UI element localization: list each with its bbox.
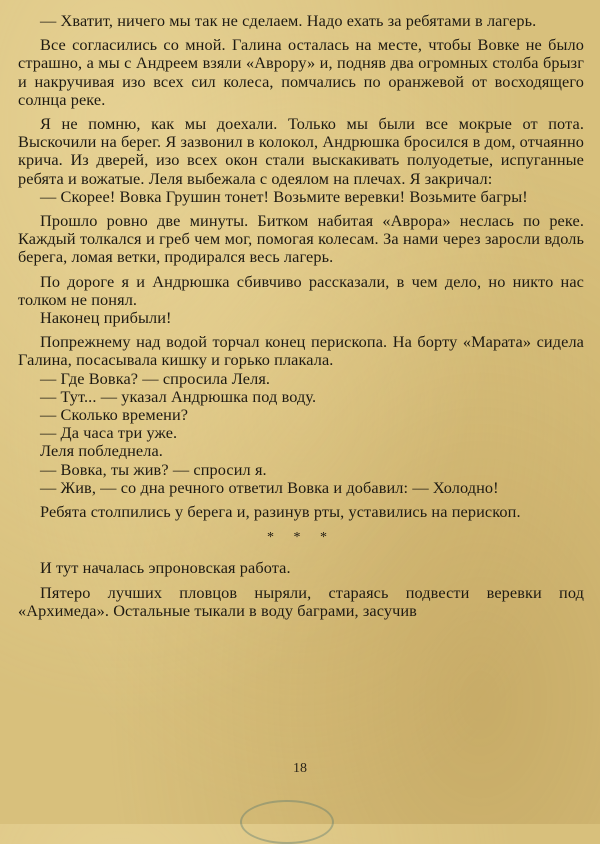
dialog-line: — Тут... — указал Андрюшка под воду.	[40, 386, 317, 406]
dialog-line: — Сколько времени?	[40, 405, 189, 425]
dialog-line: — Жив, — со дна речного ответил Вовка и добавил: — Холодно!	[40, 477, 499, 497]
paragraph: Попрежнему над водой торчал конец перископа. На борту «Марата» сидела Галина, посасывала кишку и горько плакала.	[18, 332, 584, 370]
paragraph: — Скорее! Вовка Грушин тонет! Возьмите веревки! Возьмите багры!	[40, 186, 528, 206]
dialog-line: Леля побледнела.	[40, 441, 163, 461]
paragraph: Пятеро лучших пловцов ныряли, стараясь подвести веревки под «Архимеда». Остальные тыкали в воду баграми, засучив	[18, 582, 584, 620]
paragraph: И тут началась эпроновская работа.	[40, 558, 291, 578]
paragraph: Прошло ровно две минуты. Битком набитая «Аврора» неслась по реке. Каждый толкался и греб чем мог, помогая колесам. За нами через заросли вдоль берега, ломая ветки, продирался весь лагерь.	[18, 211, 584, 267]
paragraph: Ребята столпились у берега и, разинув рты, уставились на перископ.	[40, 502, 521, 522]
section-separator: * * *	[267, 530, 335, 546]
paragraph: — Хватит, ничего мы так не сделаем. Надо ехать за ребятами в лагерь.	[40, 11, 537, 30]
paragraph: Наконец прибыли!	[40, 308, 172, 328]
paragraph: По дороге я и Андрюшка сбивчиво рассказали, в чем дело, но никто нас толком не понял.	[18, 271, 584, 309]
dialog-line: — Где Вовка? — спросила Леля.	[40, 368, 271, 388]
paragraph: Я не помню, как мы доехали. Только мы были все мокрые от пота. Выскочили на берег. Я зазвонил в колокол, Андрюшка бросился в дом, отчаянно крича. Из дверей, изо всех окон стали выскакивать полуодетые, испуганные ребята и вожатые. Леля выбежала с одеялом на плечах. Я закричал:	[18, 114, 584, 188]
dialog-line: — Вовка, ты жив? — спросил я.	[40, 459, 267, 479]
library-stamp	[240, 800, 334, 844]
page-number: 18	[293, 761, 307, 776]
book-page	[18, 12, 584, 620]
paragraph: Все согласились со мной. Галина осталась на месте, чтобы Вовке не было страшно, а мы с Андреем взяли «Аврору» и, подняв два огромных столба брызг и накручивая изо всех сил колеса, помчались по оранжевой от восходящего солнца реке.	[18, 35, 584, 109]
dialog-line: — Да часа три уже.	[40, 423, 178, 443]
